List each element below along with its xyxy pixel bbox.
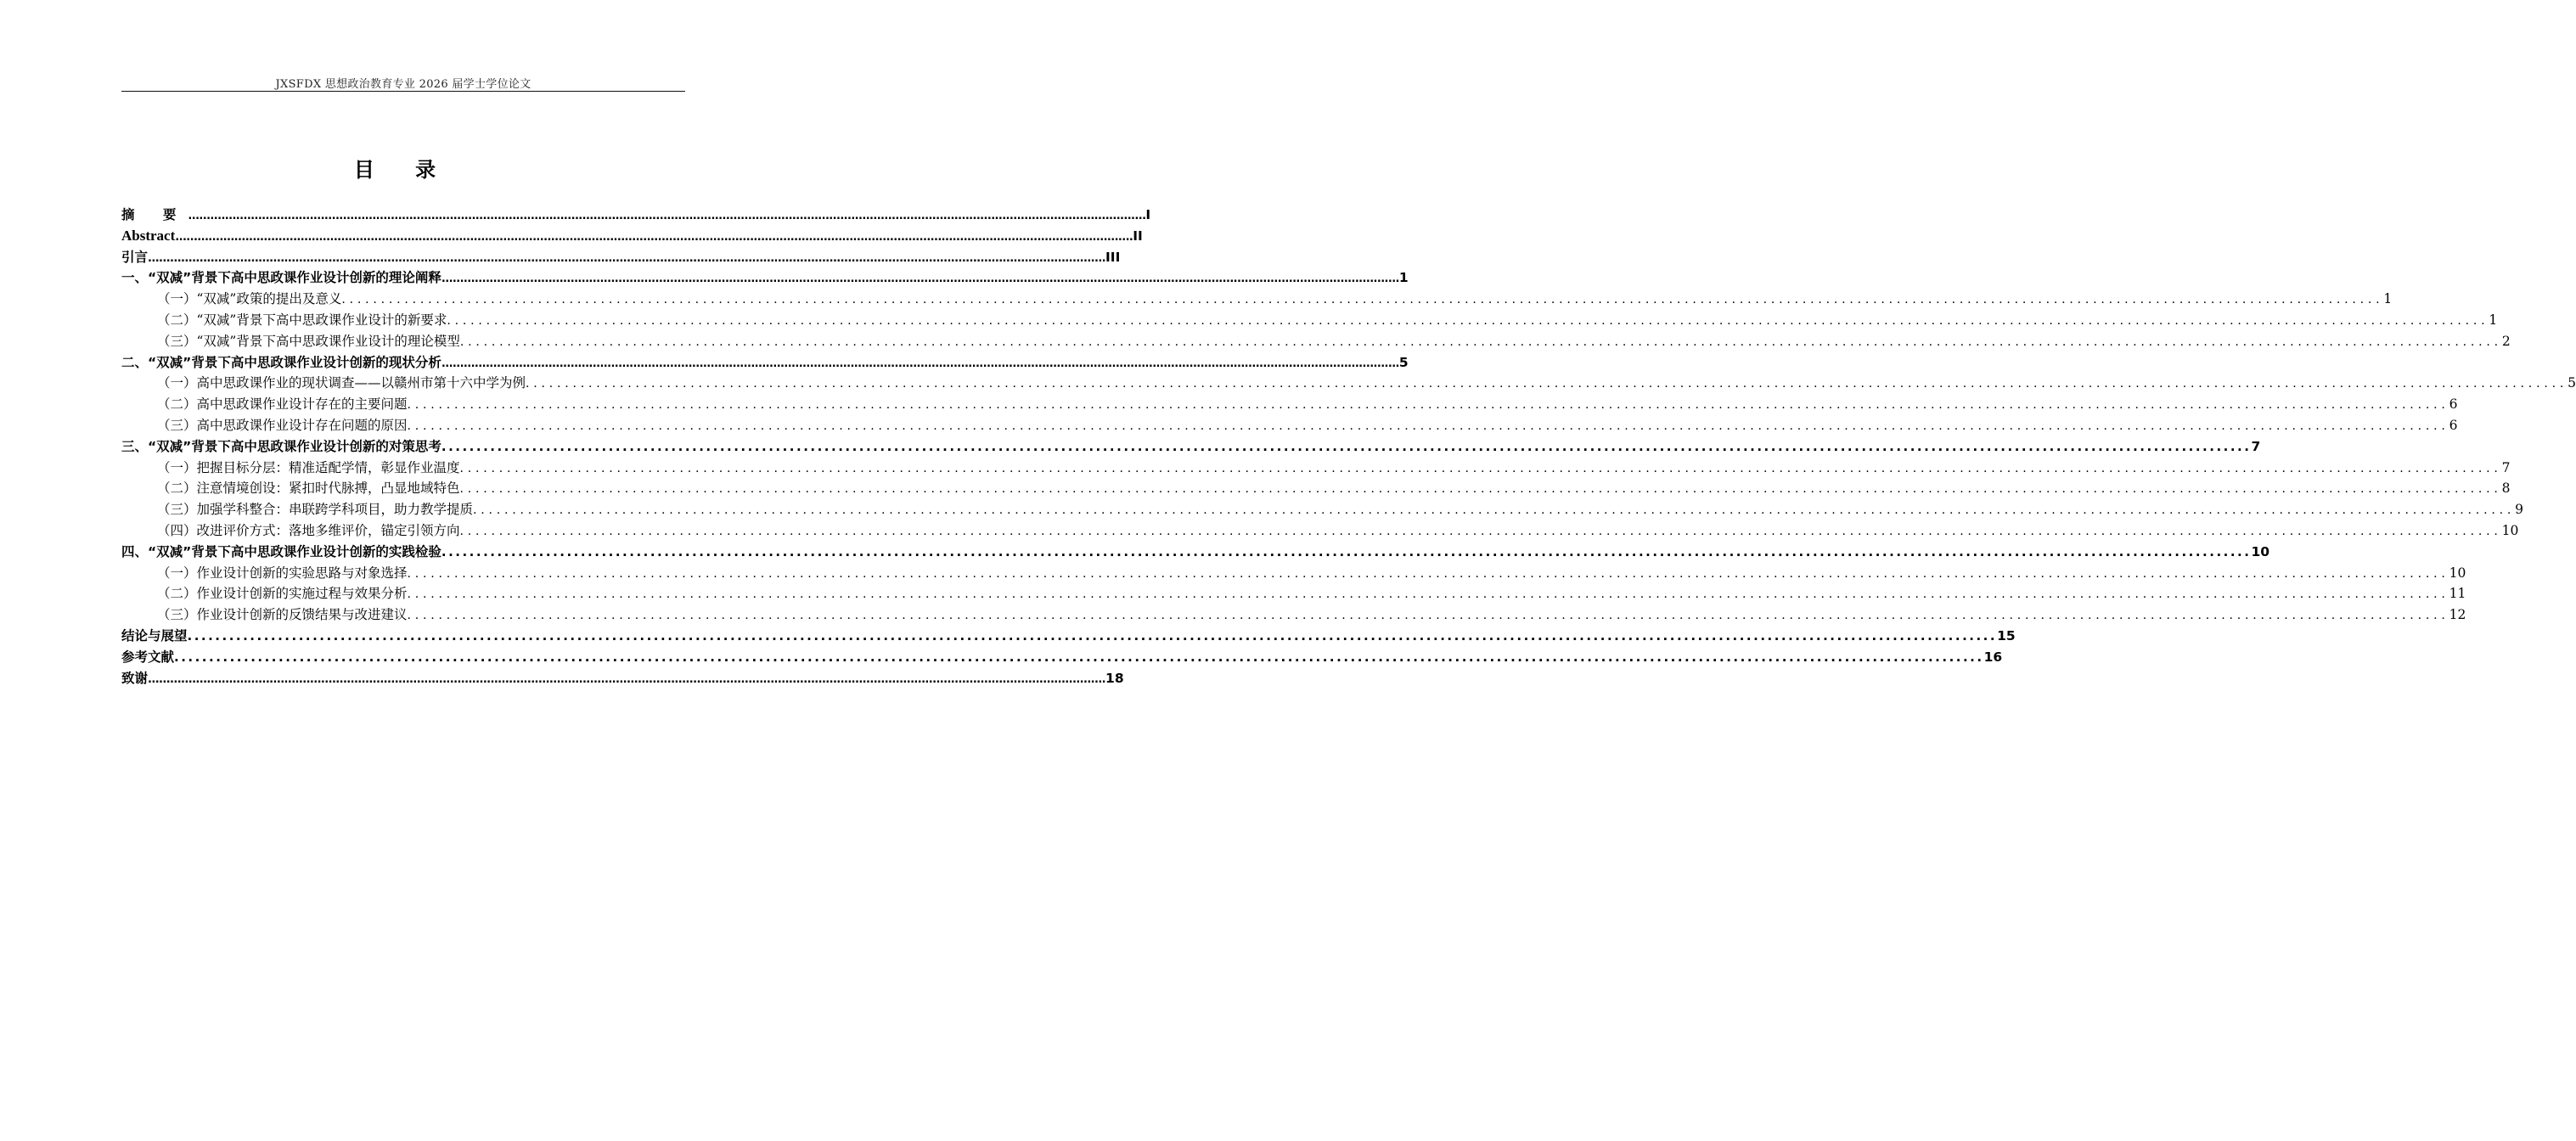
toc-page-number: 16 (1983, 649, 2003, 665)
toc-entry-title: 参考文献 (121, 649, 175, 665)
toc-leader-dots: .................................................................................................................................................................................................................................................................... (441, 543, 2252, 559)
toc-leader-dots: .................................................................................................................................................................................................................................................................... (441, 357, 1399, 370)
toc-page-number: 10 (2251, 543, 2270, 559)
toc-entry-title: Abstract (121, 227, 176, 244)
toc-leader-dots: .................................................................................................................................................................................................................................................................... (447, 313, 2489, 328)
toc-entry-title: 致谢 (121, 670, 149, 686)
toc-entry-chapter[interactable] (121, 247, 1121, 268)
toc-leader-dots: .................................................................................................................................................................................................................................................................... (407, 419, 2449, 433)
toc-entry-title: 四、“双减”背景下高中思政课作业设计创新的实践检验 (121, 543, 442, 559)
toc-entry-chapter[interactable] (121, 205, 1151, 226)
toc-page-number: 10 (2501, 522, 2519, 538)
toc-page-number: 12 (2449, 607, 2466, 623)
toc-page-number: 9 (2515, 502, 2523, 518)
toc-leader-dots: .................................................................................................................................................................................................................................................................... (148, 672, 1106, 686)
toc-entry-section[interactable] (121, 520, 2519, 542)
page-title: 目 录 (353, 158, 453, 182)
toc-entry-title: （一）把握目标分层：精准适配学情，彰显作业温度 (157, 459, 460, 475)
toc-entry-title: （一）高中思政课作业的现状调查——以赣州市第十六中学为例 (157, 375, 526, 391)
toc-page-number: III (1105, 249, 1121, 265)
toc-page-number: 6 (2449, 396, 2458, 413)
toc-leader-dots: .................................................................................................................................................................................................................................................................... (188, 210, 1146, 222)
toc-entry-title: 摘 要 (121, 207, 188, 222)
toc-entry-title: （四）改进评价方式：落地多维评价，锚定引领方向 (157, 522, 460, 538)
toc-entry-section[interactable] (121, 373, 2576, 394)
toc-page-number: 15 (1997, 627, 2016, 644)
header-rule (121, 91, 685, 92)
toc-entry-chapter[interactable] (121, 352, 1409, 374)
toc-entry-title: （一）作业设计创新的实验思路与对象选择 (157, 565, 408, 581)
toc-leader-dots: .................................................................................................................................................................................................................................................................... (341, 293, 2384, 307)
toc-entry-title: （三）高中思政课作业设计存在问题的原因 (157, 417, 408, 433)
toc-page-number: II (1133, 228, 1143, 244)
toc-entry-title: 三、“双减”背景下高中思政课作业设计创新的对策思考 (121, 438, 442, 454)
toc-page-number: 8 (2501, 481, 2511, 497)
toc-leader-dots: .................................................................................................................................................................................................................................................................... (459, 461, 2502, 475)
toc-leader-dots: .................................................................................................................................................................................................................................................................... (407, 587, 2449, 602)
toc-entry-section[interactable] (121, 394, 2458, 415)
toc-entry-section[interactable] (121, 478, 2511, 499)
toc-entry-title: （二）作业设计创新的实施过程与效果分析 (157, 586, 408, 602)
toc-leader-dots: .................................................................................................................................................................................................................................................................... (459, 524, 2502, 538)
toc-page-number: 2 (2501, 333, 2511, 349)
toc-entry-chapter[interactable] (121, 647, 2003, 668)
toc-entry-title: （三）加强学科整合：串联跨学科项目，助力教学提质 (157, 502, 474, 518)
toc-entry-title: 引言 (121, 249, 149, 265)
toc-entry-title: （一）“双减”政策的提出及意义 (157, 291, 342, 307)
toc-entry-chapter[interactable] (121, 542, 2270, 563)
toc-entry-section[interactable] (121, 499, 2523, 520)
toc-leader-dots: .................................................................................................................................................................................................................................................................... (441, 273, 1399, 286)
toc-entry-chapter[interactable] (121, 436, 2261, 458)
toc-page-number: 18 (1105, 670, 1124, 686)
toc-entry-chapter[interactable] (121, 226, 1143, 247)
toc-entry-section[interactable] (121, 331, 2511, 352)
toc-entry-section[interactable] (121, 310, 2498, 331)
toc-page-number: 1 (1398, 270, 1409, 286)
toc-leader-dots: .................................................................................................................................................................................................................................................................... (175, 230, 1133, 244)
toc-entry-title: （二）高中思政课作业设计存在的主要问题 (157, 396, 408, 413)
toc-entry-title: 结论与展望 (121, 627, 188, 644)
toc-leader-dots: .................................................................................................................................................................................................................................................................... (174, 649, 1984, 665)
toc-leader-dots: .................................................................................................................................................................................................................................................................... (459, 334, 2502, 349)
toc-entry-section[interactable] (121, 563, 2466, 584)
toc-page-number: 1 (2383, 291, 2393, 307)
toc-page-number: 5 (2568, 375, 2576, 391)
toc-entry-chapter[interactable] (121, 668, 1124, 689)
toc-entry-title: （二）注意情境创设：紧扣时代脉搏，凸显地域特色 (157, 481, 460, 497)
toc-entry-chapter[interactable] (121, 267, 1409, 289)
toc-entry-title: 二、“双减”背景下高中思政课作业设计创新的现状分析 (121, 354, 442, 370)
toc-entry-title: （三）作业设计创新的反馈结果与改进建议 (157, 607, 408, 623)
toc-leader-dots: .................................................................................................................................................................................................................................................................... (407, 398, 2449, 413)
toc-page-number: 1 (2489, 312, 2498, 328)
toc-leader-dots: .................................................................................................................................................................................................................................................................... (473, 503, 2516, 518)
toc-page-number: I (1145, 207, 1151, 222)
toc-page-number: 7 (2501, 459, 2511, 475)
toc-leader-dots: .................................................................................................................................................................................................................................................................... (526, 377, 2568, 391)
toc-entry-title: （二）“双减”背景下高中思政课作业设计的新要求 (157, 312, 447, 328)
toc-entry-section[interactable] (121, 289, 2393, 310)
toc-entry-section[interactable] (121, 415, 2458, 436)
toc-leader-dots: .................................................................................................................................................................................................................................................................... (187, 627, 1998, 644)
toc-entry-title: （三）“双减”背景下高中思政课作业设计的理论模型 (157, 333, 460, 349)
toc-entry-section[interactable] (121, 604, 2466, 626)
table-of-contents (121, 205, 2576, 689)
toc-leader-dots: .................................................................................................................................................................................................................................................................... (459, 482, 2502, 497)
toc-page-number: 7 (2251, 438, 2261, 454)
toc-entry-section[interactable] (121, 583, 2466, 604)
running-header: JXSFDX 思想政治教育专业 2026 届学士学位论文 (275, 78, 532, 91)
toc-page-number: 11 (2449, 586, 2466, 602)
toc-page-number: 6 (2449, 417, 2458, 433)
toc-entry-title: 一、“双减”背景下高中思政课作业设计创新的理论阐释 (121, 270, 442, 286)
toc-page-number: 10 (2449, 565, 2466, 581)
toc-entry-chapter[interactable] (121, 626, 2016, 647)
toc-leader-dots: .................................................................................................................................................................................................................................................................... (407, 566, 2449, 581)
toc-entry-section[interactable] (121, 458, 2511, 479)
toc-leader-dots: .................................................................................................................................................................................................................................................................... (441, 438, 2252, 454)
toc-leader-dots: .................................................................................................................................................................................................................................................................... (148, 251, 1106, 265)
toc-leader-dots: .................................................................................................................................................................................................................................................................... (407, 609, 2449, 623)
toc-page-number: 5 (1398, 354, 1409, 370)
